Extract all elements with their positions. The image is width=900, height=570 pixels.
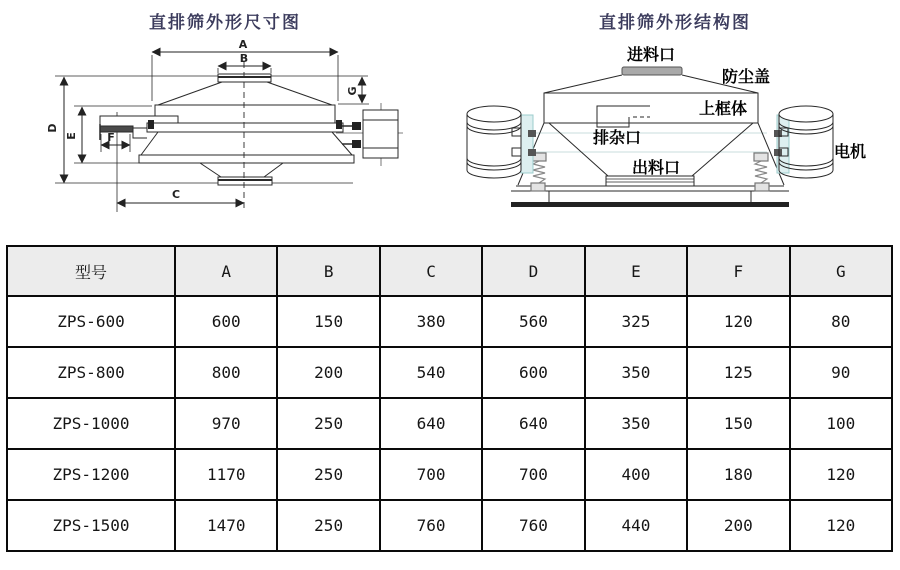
label-discharge-port: 出料口 [631,158,681,177]
cell: 600 [482,347,584,398]
dim-label-b: B [239,52,249,65]
cell: 640 [482,398,584,449]
dim-label-d: D [46,123,59,133]
hidden-lines [533,133,767,152]
reference-lines [55,55,369,212]
spec-table [6,245,893,552]
left-motor [467,106,521,178]
model-cell: ZPS-1500 [7,500,175,551]
col-header-g: G [790,246,892,296]
dim-label-f: F [107,131,115,144]
col-header-e: E [585,246,687,296]
cell: 540 [380,347,482,398]
cell: 100 [790,398,892,449]
cell: 120 [790,500,892,551]
cell: 760 [380,500,482,551]
dim-label-e: E [65,132,78,140]
label-inlet: 进料口 [626,45,676,64]
dim-label-a: A [238,38,248,51]
model-cell: ZPS-600 [7,296,175,347]
cell: 970 [175,398,277,449]
label-motor: 电机 [833,142,867,161]
table-row [7,398,892,449]
col-header-model: 型号 [7,246,175,296]
col-header-b: B [277,246,379,296]
dimension-diagram [0,30,450,220]
col-header-a: A [175,246,277,296]
col-header-f: F [687,246,789,296]
label-dust-cover: 防尘盖 [721,67,771,86]
cell: 150 [687,398,789,449]
cell: 350 [585,398,687,449]
table-row [7,347,892,398]
left-diagram-title: 直排筛外形尺寸图 [149,13,301,33]
cell: 250 [277,449,379,500]
dim-label-c: C [171,188,181,201]
cell: 200 [277,347,379,398]
sieve-body [511,67,789,207]
cell: 600 [175,296,277,347]
cell: 80 [790,296,892,347]
table-row [7,500,892,551]
right-diagram-title: 直排筛外形结构图 [599,13,751,33]
table-row [7,296,892,347]
cell: 180 [687,449,789,500]
dim-label-g: G [346,86,359,96]
label-impurity-port: 排杂口 [592,128,642,147]
cell: 250 [277,398,379,449]
model-cell: ZPS-800 [7,347,175,398]
cell: 325 [585,296,687,347]
cell: 200 [687,500,789,551]
cell: 640 [380,398,482,449]
header-row [7,246,892,296]
cell: 90 [790,347,892,398]
cell: 150 [277,296,379,347]
table-row [7,449,892,500]
structure-diagram [450,30,900,220]
cell: 760 [482,500,584,551]
sieve-outline [100,74,354,185]
cell: 125 [687,347,789,398]
cell: 400 [585,449,687,500]
cell: 120 [790,449,892,500]
cell: 440 [585,500,687,551]
cell: 700 [482,449,584,500]
cell: 1470 [175,500,277,551]
cell: 800 [175,347,277,398]
cell: 380 [380,296,482,347]
col-header-c: C [380,246,482,296]
label-upper-frame: 上框体 [698,99,748,118]
cell: 700 [380,449,482,500]
model-cell: ZPS-1000 [7,398,175,449]
cell: 1170 [175,449,277,500]
col-header-d: D [482,246,584,296]
model-cell: ZPS-1200 [7,449,175,500]
cell: 250 [277,500,379,551]
cell: 350 [585,347,687,398]
cell: 560 [482,296,584,347]
cell: 120 [687,296,789,347]
